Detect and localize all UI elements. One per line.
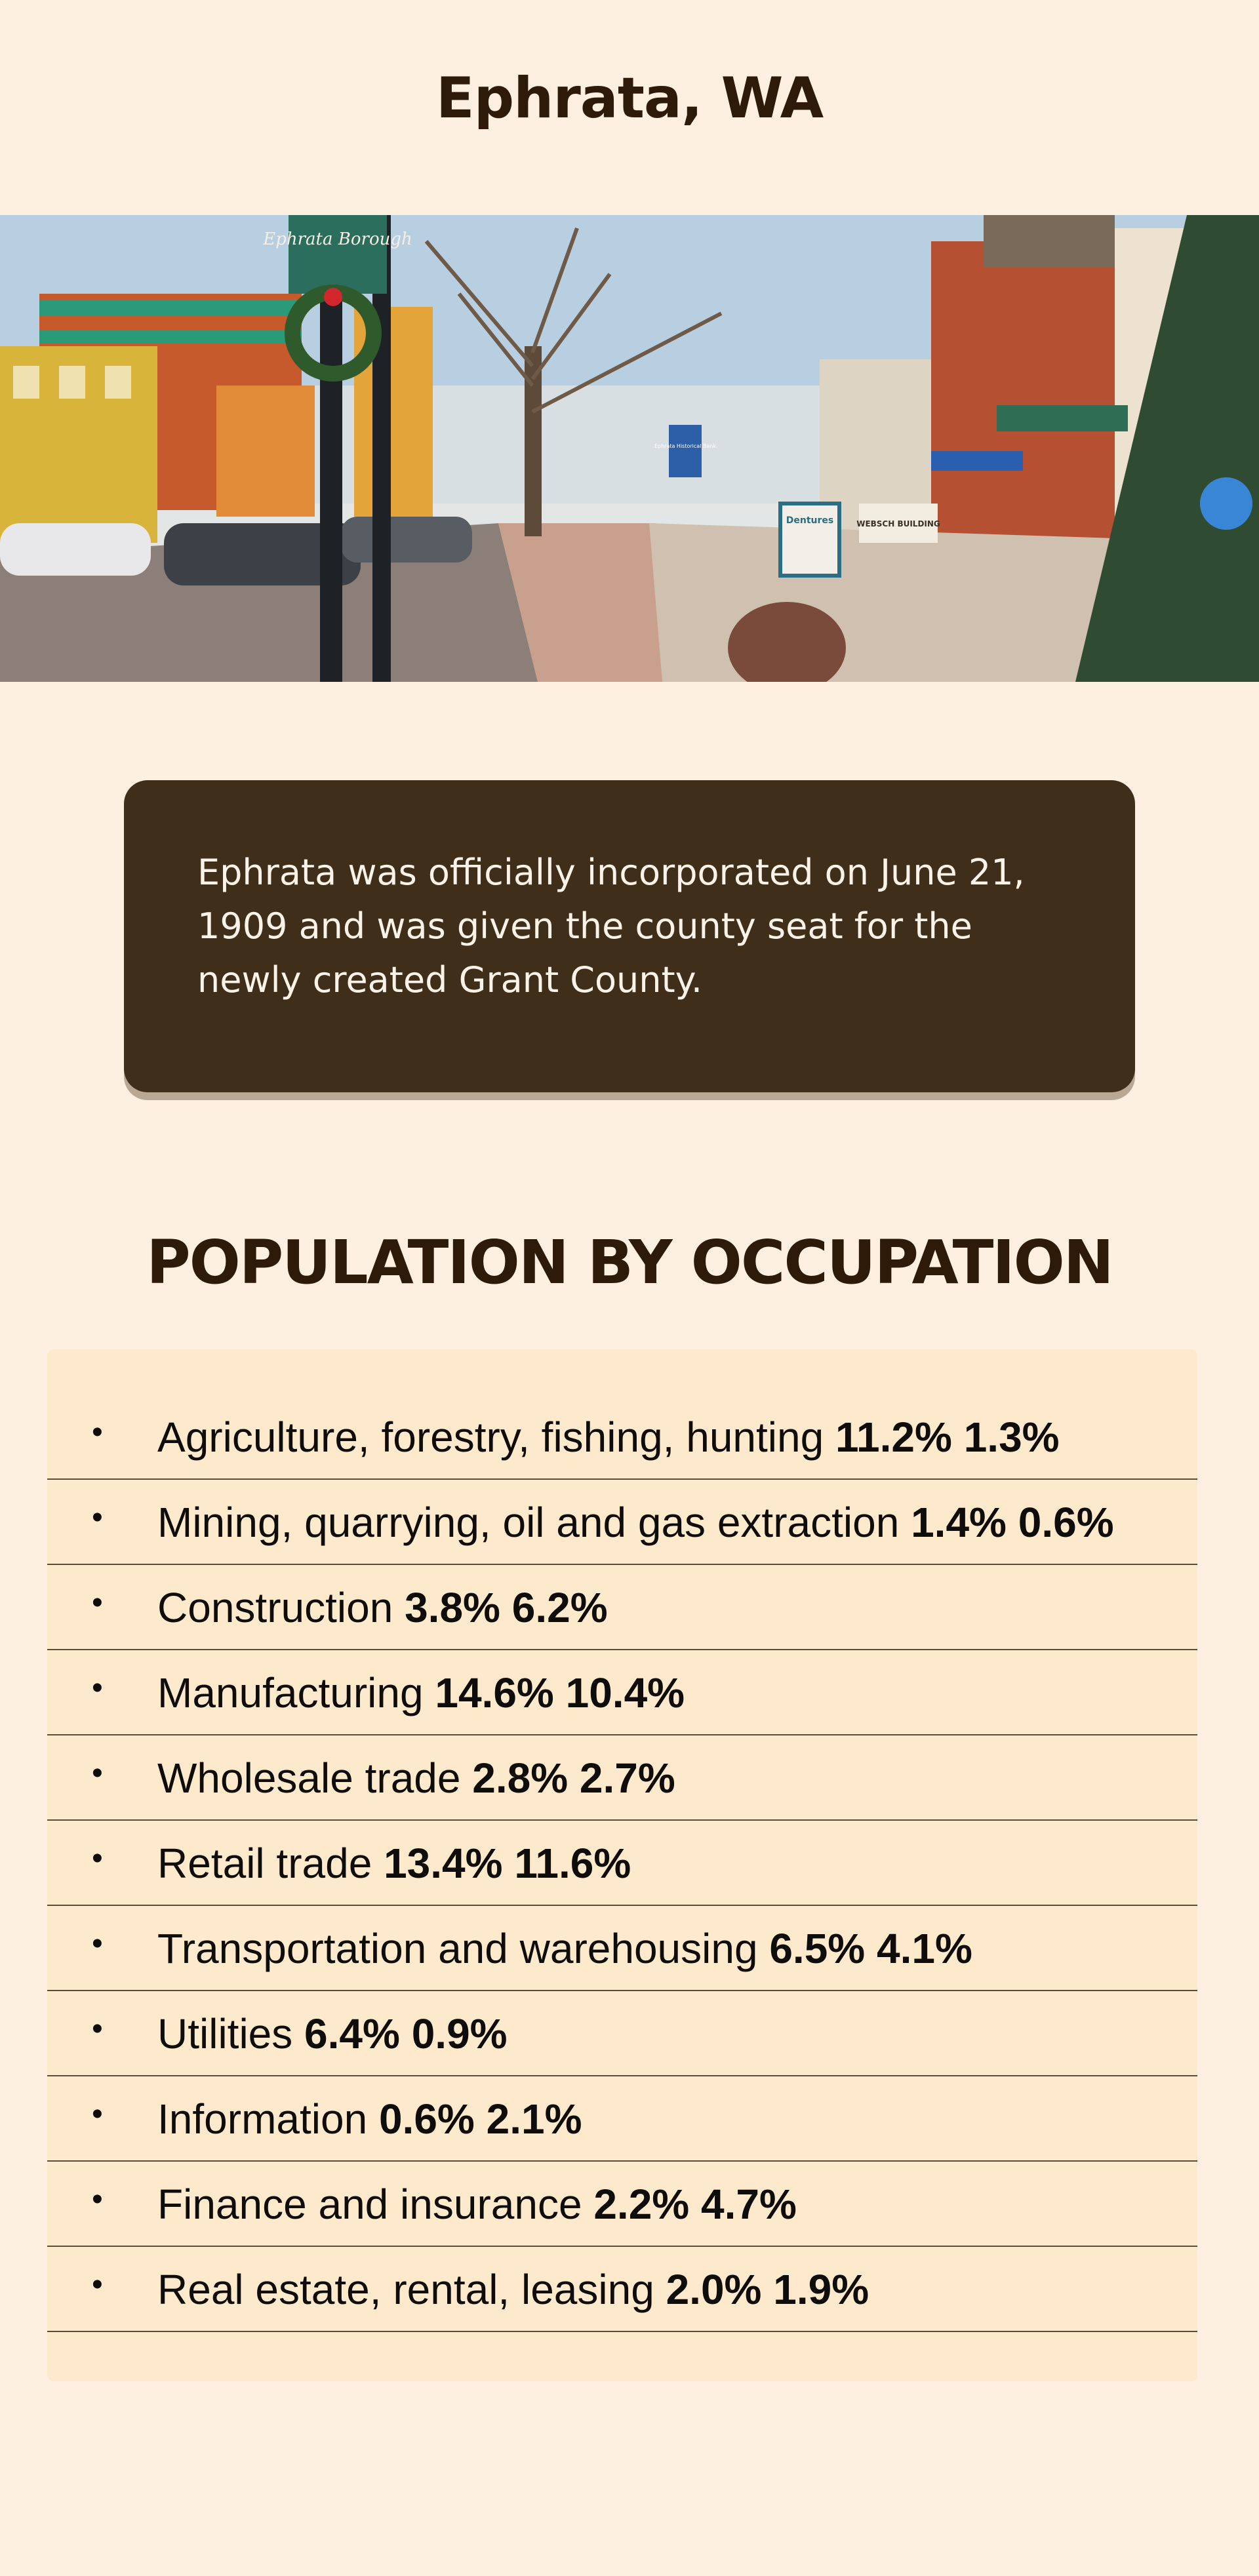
section-title: POPULATION BY OCCUPATION — [146, 1227, 1113, 1298]
bullet-icon: • — [92, 1841, 103, 1876]
occupation-value-2: 1.9% — [773, 2266, 869, 2313]
occupation-value-1: 6.5% — [769, 1925, 866, 1972]
bullet-icon: • — [92, 1415, 103, 1450]
bullet-icon: • — [92, 1756, 103, 1791]
street-scene-illustration — [0, 215, 1259, 682]
list-item — [47, 1821, 1197, 1906]
occupation-value-2: 1.3% — [963, 1414, 1060, 1461]
occupation-panel — [47, 1349, 1197, 2381]
info-card — [124, 780, 1135, 1092]
bullet-icon: • — [92, 1585, 103, 1620]
bullet-icon: • — [92, 2267, 103, 2302]
occupation-label: Mining, quarrying, oil and gas extraction — [157, 1499, 900, 1546]
bullet-icon: • — [92, 2182, 103, 2217]
occupation-value-1: 1.4% — [911, 1499, 1007, 1546]
occupation-label: Construction — [157, 1584, 393, 1631]
list-item — [47, 1565, 1197, 1650]
occupation-value-1: 2.0% — [666, 2266, 762, 2313]
list-item — [47, 2162, 1197, 2247]
page-title: Ephrata, WA — [435, 66, 824, 131]
building-sign-text: WEBSCH BUILDING — [856, 519, 940, 528]
occupation-label: Finance and insurance — [157, 2181, 582, 2228]
bullet-icon: • — [92, 1926, 103, 1961]
occupation-text — [157, 1583, 608, 1632]
directory-sign-text: Ephrata Historical Bank — [654, 443, 717, 449]
bullet-icon: • — [92, 2097, 103, 2131]
occupation-label: Retail trade — [157, 1840, 372, 1887]
occupation-label: Information — [157, 2095, 368, 2143]
list-item — [47, 2247, 1197, 2332]
list-item — [47, 1991, 1197, 2076]
occupation-text — [157, 1669, 685, 1717]
hero-photo — [0, 215, 1259, 682]
occupation-value-2: 4.7% — [700, 2181, 797, 2228]
occupation-value-2: 2.7% — [579, 1754, 675, 1802]
occupation-label: Wholesale trade — [157, 1754, 461, 1802]
incorporation-text: Ephrata was officially incorporated on June 21, 1909 and was given the county seat for the newly created Grant County. — [197, 852, 1025, 1001]
occupation-text — [157, 2010, 508, 2058]
occupation-value-1: 6.4% — [304, 2010, 400, 2057]
occupation-value-2: 11.6% — [514, 1840, 631, 1887]
occupation-value-1: 14.6% — [435, 1669, 554, 1716]
occupation-label: Transportation and warehousing — [157, 1925, 758, 1972]
occupation-value-1: 11.2% — [835, 1414, 952, 1461]
list-item — [47, 2076, 1197, 2162]
occupation-text — [157, 1413, 1060, 1461]
occupation-text — [157, 1754, 675, 1802]
occupation-value-1: 13.4% — [384, 1840, 503, 1887]
occupation-text — [157, 1498, 1114, 1547]
occupation-list — [47, 1395, 1197, 2332]
street-sign-text: Ephrata Borough — [263, 229, 412, 249]
occupation-value-2: 6.2% — [511, 1584, 608, 1631]
occupation-label: Utilities — [157, 2010, 293, 2057]
list-item — [47, 1480, 1197, 1565]
occupation-text — [157, 1839, 631, 1888]
occupation-value-2: 0.6% — [1018, 1499, 1114, 1546]
occupation-label: Real estate, rental, leasing — [157, 2266, 654, 2313]
occupation-value-2: 0.9% — [411, 2010, 508, 2057]
occupation-text — [157, 2265, 869, 2314]
occupation-value-1: 2.8% — [472, 1754, 569, 1802]
dentures-sign-text: Dentures — [786, 515, 834, 526]
occupation-label: Manufacturing — [157, 1669, 424, 1716]
occupation-value-1: 2.2% — [593, 2181, 690, 2228]
occupation-value-2: 4.1% — [876, 1925, 972, 1972]
list-item — [47, 1395, 1197, 1480]
occupation-label: Agriculture, forestry, fishing, hunting — [157, 1414, 824, 1461]
occupation-value-1: 0.6% — [378, 2095, 475, 2143]
occupation-text — [157, 2095, 582, 2143]
occupation-value-1: 3.8% — [405, 1584, 500, 1631]
bullet-icon: • — [92, 1500, 103, 1535]
occupation-text — [157, 1924, 972, 1973]
bullet-icon: • — [92, 1671, 103, 1705]
list-item — [47, 1735, 1197, 1821]
bullet-icon: • — [92, 2011, 103, 2046]
occupation-text — [157, 2180, 797, 2229]
occupation-value-2: 2.1% — [486, 2095, 582, 2143]
occupation-value-2: 10.4% — [565, 1669, 685, 1716]
list-item — [47, 1906, 1197, 1991]
list-item — [47, 1650, 1197, 1735]
